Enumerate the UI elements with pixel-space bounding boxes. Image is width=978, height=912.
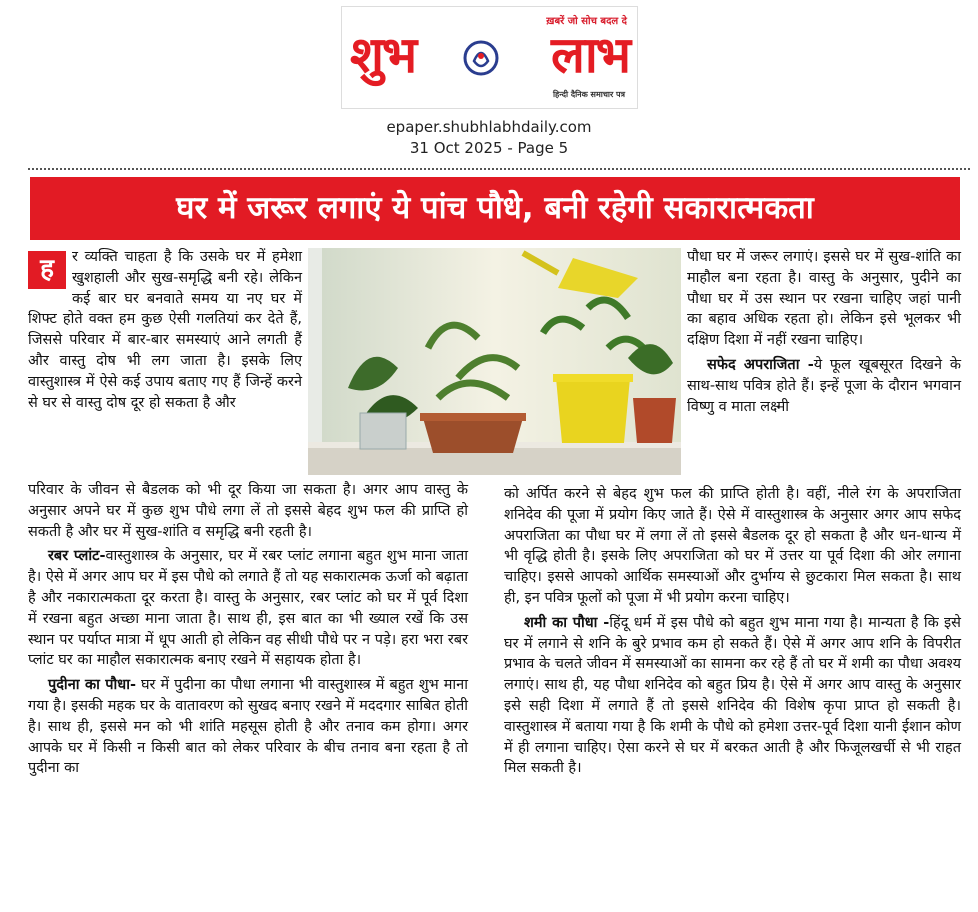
ganesha-emblem-icon bbox=[460, 37, 502, 79]
article-headline: घर में जरूर लगाएं ये पांच पौधे, बनी रहेगी सकारात्मकता bbox=[30, 177, 960, 240]
dotted-divider bbox=[28, 168, 970, 170]
site-url[interactable]: epaper.shubhlabhdaily.com bbox=[386, 118, 592, 136]
shami-text: हिंदू धर्म में इस पौधे को बहुत शुभ माना गया है। मान्यता है कि इसे घर में लगाने से शनि के बुरे प्रभाव कम हो सकते हैं। ऐसे में अगर आप शनि के विपरीत प्रभाव के चलते जीवन में समस्याओं का सामना कर रहे हैं तो घर में शमी का पौधा अवश्य लगाएं। साथ ही, यह पौधा शनिदेव को बहुत प्रिय है। ऐसे में अगर आप वास्तु के अनुसार इसे सही दिशा में लगाते हैं तो इससे शनिदेव की विशेष कृपा प्राप्त हो सकती है। वास्तुशास्त्र में बताया गया है कि शमी के पौधे को हमेशा उत्तर-पूर्व दिशा यानी ईशान कोण में ही लगाना चाहिए। ऐसा करने से घर में बरकत आती है और फिजूलखर्ची से भी राहत मिल सकती है। bbox=[504, 614, 961, 777]
rubber-plant-heading: रबर प्लांट- bbox=[48, 548, 106, 565]
logo-text-right: लाभ bbox=[551, 26, 629, 84]
aparajita-continued: को अर्पित करने से बेहद शुभ फल की प्राप्ति होती है। वहीं, नीले रंग के अपराजिता शनिदेव की पूजा में प्रयोग किए जाते हैं। ऐसे में वास्तुशास्त्र के अनुसार अगर आप सफेद अपराजिता का पौधा घर में लगा लें तो इससे बैडलक दूर हो सकता है और धन-धान्य में भी वृद्धि होती है। इसके लिए अपराजिता को घर में उत्तर या पूर्व दिशा की ओर लगाना चाहिए। इससे आपको आर्थिक समस्याओं और दुर्भाग्य से छुटकारा मिल सकता है। साथ ही, इन पवित्र फूलों को पूजा में भी प्रयोग करना चाहिए। bbox=[504, 486, 961, 606]
article-column-left-bottom bbox=[28, 480, 468, 779]
potted-plants-photo bbox=[308, 248, 681, 475]
article-column-right-top bbox=[687, 247, 961, 417]
mint-continued: पौधा घर में जरूर लगाएं। इससे घर में सुख-शांति का माहौल बना रहता है। वास्तु के अनुसार, पुदीने का पौधा घर में उस स्थान पर रखना चाहिए जहां पानी का बहाव अधिक रहता हो। लेकिन इसे भूलकर भी दक्षिण दिशा में नहीं रखना चाहिए। bbox=[687, 249, 961, 349]
rubber-plant-text: वास्तुशास्त्र के अनुसार, घर में रबर प्लांट लगाना बहुत शुभ माना जाता है। ऐसे में अगर आप घर में इस पौधे को लगाते हैं तो यह सकारात्मक ऊर्जा को बढ़ाता है और नकारात्मकता दूर करता है। वास्तु के अनुसार, रबर प्लांट को घर में पूर्व दिशा में रखना बहुत अच्छा माना जाता है। साथ ही, इस बात का भी ख्याल रखें कि उस स्थान पर पर्याप्त मात्रा में धूप आती हो लेकिन वह सीधी पौधे पर न पड़े। हरा भरा रबर प्लांट घर का माहौल सकारात्मक बनाए रखने में सहायक होता है। bbox=[28, 548, 469, 669]
mint-plant-heading: पुदीना का पौधा- bbox=[48, 677, 136, 694]
logo-text-left: शुभ bbox=[350, 26, 416, 84]
masthead-logo bbox=[341, 6, 638, 109]
intro-continued: परिवार के जीवन से बैडलक को भी दूर किया जा सकता है। अगर आप वास्तु के अनुसार अपने घर में कुछ शुभ पौधे लगा लें तो इससे बेहद शुभ फल की प्राप्ति हो सकती है और घर में सुख-शांति व समृद्धि बनी रहती है। bbox=[28, 482, 468, 540]
article-column-right-bottom bbox=[504, 484, 961, 779]
masthead-subtitle: हिन्दी दैनिक समाचार पत्र bbox=[552, 90, 625, 99]
shami-heading: शमी का पौधा - bbox=[524, 614, 610, 631]
dropcap: ह bbox=[28, 251, 66, 289]
edition-date: 31 Oct 2025 - Page 5 bbox=[409, 139, 569, 157]
mint-plant-text: घर में पुदीना का पौधा लगाना भी वास्तुशास्त्र में बहुत शुभ माना गया है। इसकी महक घर के वातावरण को सुखद बनाए रखने में मददगार साबित होती है। साथ ही, इससे मन को भी शांति महसूस होती है और तनाव कम होगा। अगर आपके घर में किसी न किसी बात को लेकर परिवार के बीच तनाव बना रहता है तो पुदीना का bbox=[28, 677, 468, 777]
article-column-left-top bbox=[28, 247, 302, 413]
masthead-tagline: ख़बरें जो सोच बदल दे bbox=[546, 16, 627, 27]
aparajita-text: ये फूल खूबसूरत दिखने के साथ-साथ पवित्र होते हैं। इन्हें पूजा के दौरान भगवान विष्णु व माता लक्ष्मी bbox=[687, 356, 961, 415]
intro-text: र व्यक्ति चाहता है कि उसके घर में हमेशा खुशहाली और सुख-समृद्धि बनी रहे। लेकिन कई बार घर बनवाते समय या नए घर में शिफ्ट होते वक्त हम कुछ ऐसी गलतियां कर देते हैं, जिससे परिवार में बार-बार समस्याएं आने लगती हैं और वास्तु दोष भी लग जाता है। इसके लिए वास्तुशास्त्र में ऐसे कई उपाय बताए गए हैं जिन्हें करने से घर से वास्तु दोष दूर हो सकता है और bbox=[28, 249, 302, 411]
aparajita-heading: सफेद अपराजिता - bbox=[707, 356, 814, 373]
